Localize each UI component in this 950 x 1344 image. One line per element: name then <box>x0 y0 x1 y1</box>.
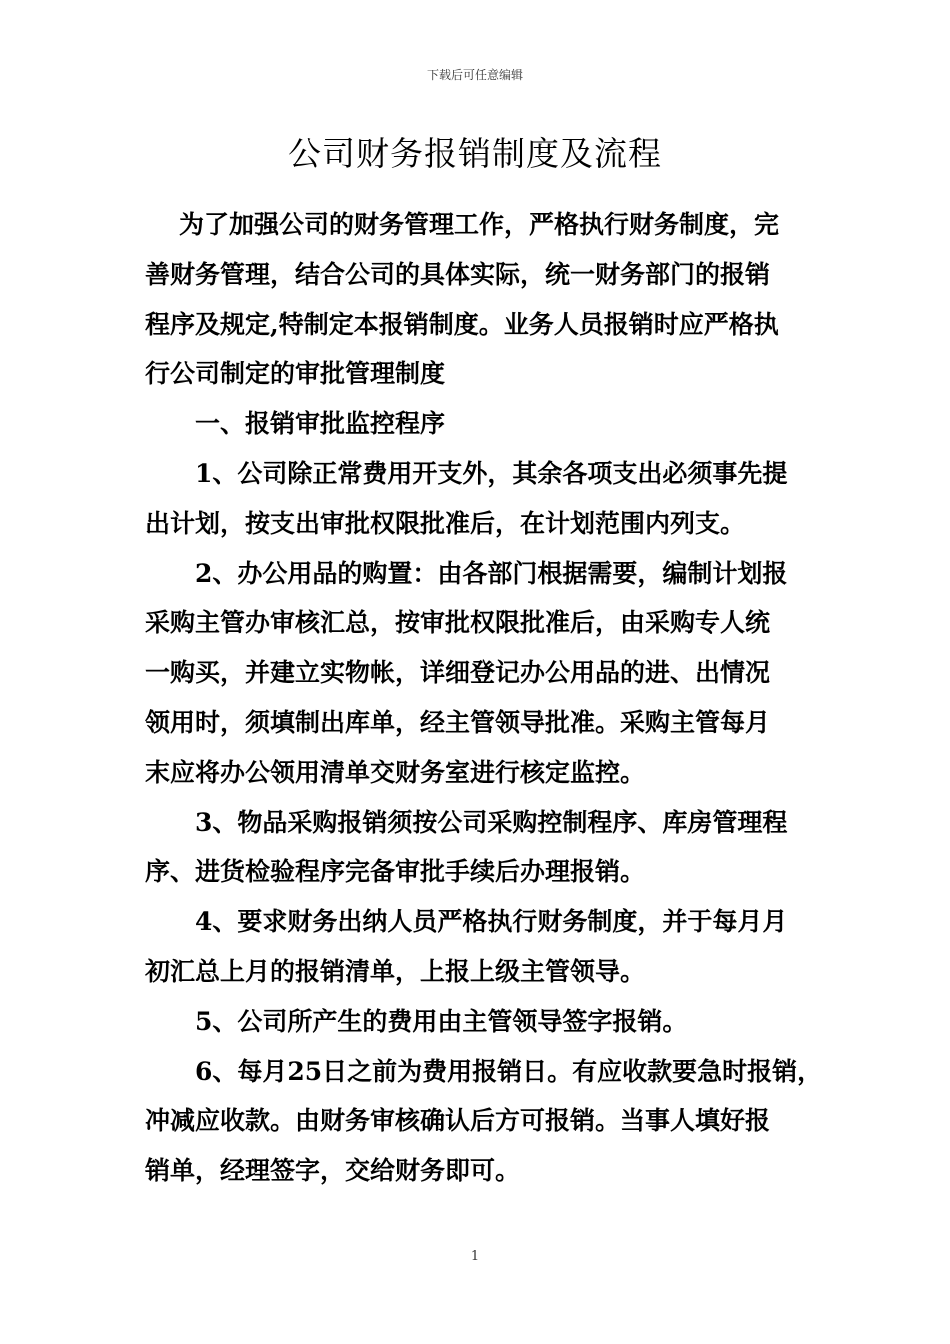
document-title: 公司财务报销制度及流程 <box>288 134 662 173</box>
body-line: 行公司制定的审批管理制度 <box>145 359 446 389</box>
body-line: 3、物品采购报销须按公司采购控制程序、库房管理程 <box>195 807 788 837</box>
document-body <box>145 200 825 1196</box>
header-note: 下载后可任意编辑 <box>426 68 523 82</box>
body-line: 领用时，须填制出库单，经主管领导批准。采购主管每月 <box>145 707 771 737</box>
body-line: 为了加强公司的财务管理工作，严格执行财务制度，完 <box>179 210 780 239</box>
body-line: 5、公司所产生的费用由主管领导签字报销。 <box>195 1006 688 1036</box>
body-line: 初汇总上月的报销清单，上报上级主管领导。 <box>145 956 646 986</box>
body-line: 2、办公用品的购置：由各部门根据需要，编制计划报 <box>195 558 788 588</box>
body-line: 冲减应收款。由财务审核确认后方可报销。当事人填好报 <box>145 1106 771 1136</box>
page-number: 1 <box>470 1249 480 1264</box>
body-line: 一购买，并建立实物帐，详细登记办公用品的进、出情况 <box>145 658 771 688</box>
section-heading: 一、报销审批监控程序 <box>195 409 446 439</box>
body-line: 出计划，按支出审批权限批准后，在计划范围内列支。 <box>145 508 746 538</box>
body-line: 采购主管办审核汇总，按审批权限批准后，由采购专人统 <box>145 608 771 638</box>
body-line: 4、要求财务出纳人员严格执行财务制度，并于每月月 <box>195 907 788 937</box>
body-line: 1、公司除正常费用开支外，其余各项支出必须事先提 <box>195 458 788 488</box>
body-line: 程序及规定,特制定本报销制度。业务人员报销时应严格执 <box>145 309 779 339</box>
body-line: 序、进货检验程序完备审批手续后办理报销。 <box>145 857 646 887</box>
body-line: 6、每月25日之前为费用报销日。有应收款要急时报销， <box>195 1056 823 1086</box>
body-line: 末应将办公领用清单交财务室进行核定监控。 <box>145 757 646 787</box>
body-line: 销单，经理签字，交给财务即可。 <box>145 1156 521 1186</box>
body-line: 善财务管理，结合公司的具体实际，统一财务部门的报销 <box>145 259 771 289</box>
